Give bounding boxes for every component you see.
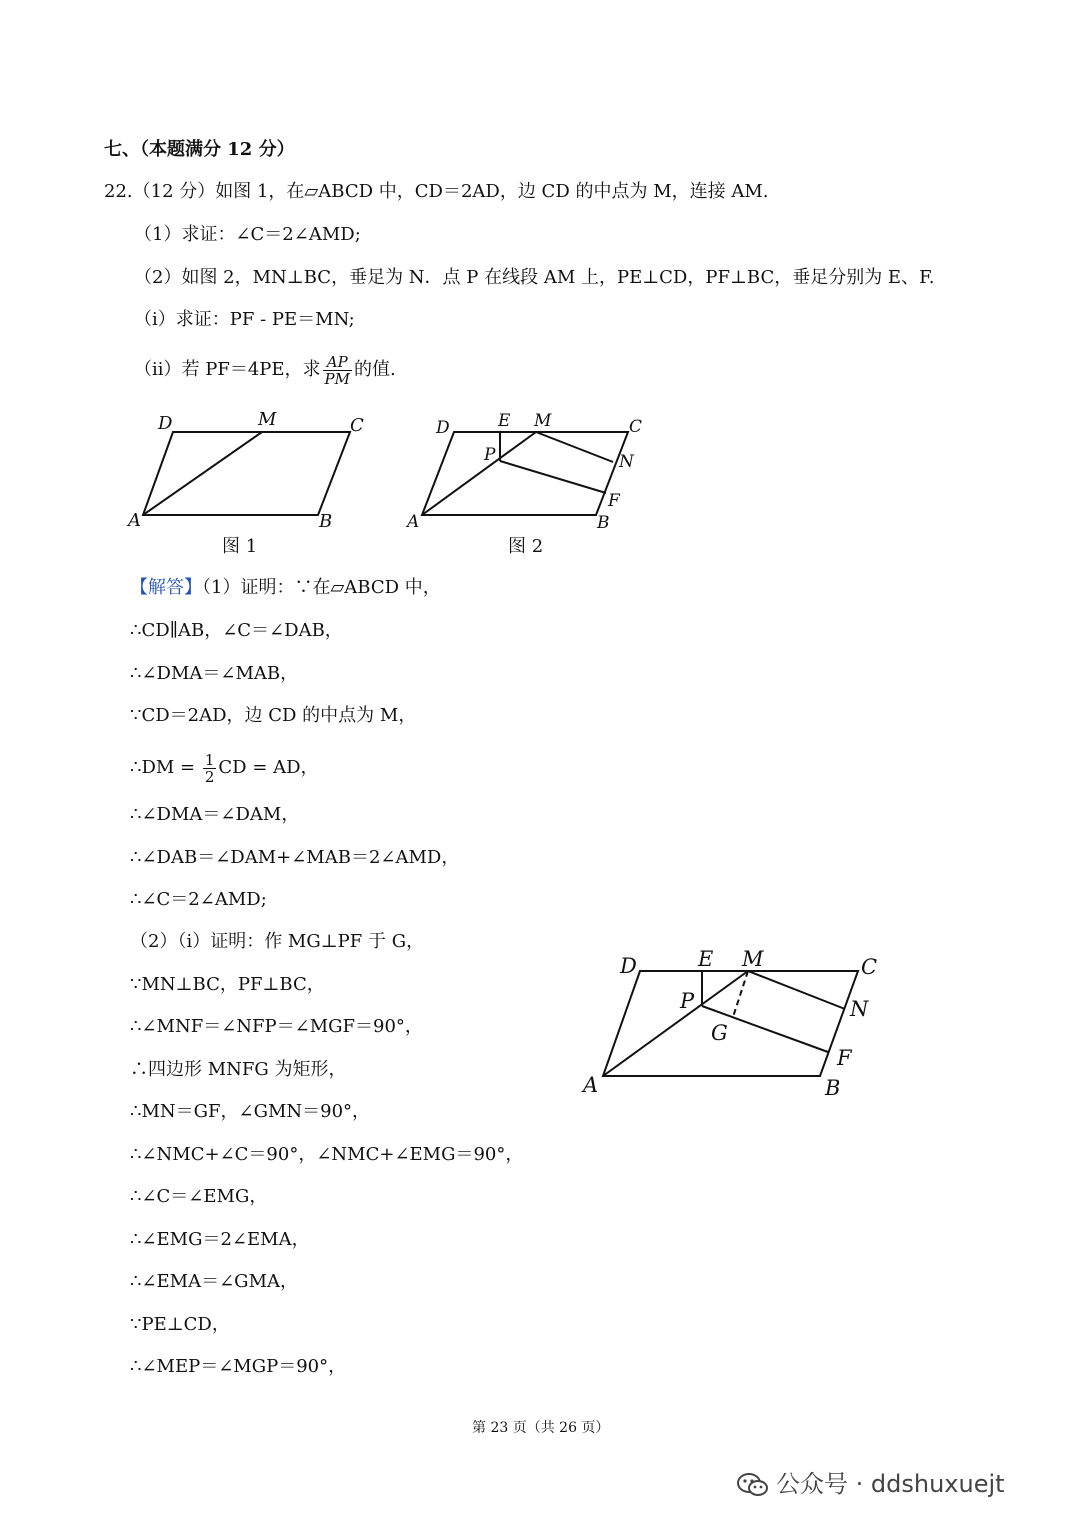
half-denominator: 2 bbox=[204, 767, 215, 786]
solution-line-14: ∴∠C＝∠EMG， bbox=[130, 1186, 268, 1207]
solution-line-3: ∵CD＝2AD，边 CD 的中点为 M， bbox=[130, 705, 417, 726]
fraction-denominator: PM bbox=[324, 369, 350, 388]
solution-line-9: ∵MN⊥BC，PF⊥BC， bbox=[130, 974, 325, 995]
fig1-segment-am bbox=[143, 432, 262, 515]
figure-1-diagram bbox=[120, 405, 380, 535]
fig2-label-p: P bbox=[484, 445, 496, 465]
figure-2-caption: 图 2 bbox=[508, 536, 544, 557]
fig3-label-m: M bbox=[742, 947, 764, 971]
figure-3-diagram bbox=[575, 940, 895, 1105]
answer-tag: 【解答】 bbox=[130, 577, 202, 598]
problem-stem: 22.（12 分）如图 1，在▱ABCD 中，CD＝2AD，边 CD 的中点为 M，连接 AM. bbox=[104, 181, 769, 202]
dm-eq-prefix: ∴DM = bbox=[130, 757, 201, 778]
fig3-label-f: F bbox=[837, 1046, 852, 1070]
fig2-label-e: E bbox=[498, 411, 511, 431]
fig3-label-c: C bbox=[861, 955, 878, 979]
solution-line-10: ∴∠MNF＝∠NFP＝∠MGF＝90°， bbox=[130, 1016, 423, 1037]
fig3-label-p: P bbox=[680, 989, 695, 1013]
solution-line-4 bbox=[130, 748, 319, 788]
page-footer: 第 23 页（共 26 页） bbox=[472, 1420, 610, 1436]
fig3-label-g: G bbox=[711, 1021, 728, 1045]
solution-line-13: ∴∠NMC+∠C＝90°，∠NMC+∠EMG＝90°， bbox=[130, 1144, 524, 1165]
solution-line-17: ∵PE⊥CD， bbox=[130, 1314, 230, 1335]
fig2-segment-pf bbox=[500, 461, 606, 493]
fig3-label-b: B bbox=[825, 1076, 841, 1100]
part2-ii-prefix: （ii）若 PF＝4PE，求 bbox=[134, 359, 321, 380]
problem-part2-i: （i）求证：PF - PE＝MN; bbox=[134, 309, 355, 330]
fig2-label-b: B bbox=[597, 513, 610, 533]
solution-line-1: ∴CD∥AB，∠C＝∠DAB， bbox=[130, 620, 343, 641]
watermark bbox=[736, 1464, 1005, 1499]
solution-line-18: ∴∠MEP＝∠MGP＝90°， bbox=[130, 1356, 347, 1377]
fig1-label-a: A bbox=[128, 510, 141, 531]
dm-eq-suffix: CD = AD， bbox=[218, 757, 319, 778]
solution-line-11: ∴四边形 MNFG 为矩形， bbox=[130, 1059, 347, 1080]
fig2-segment-am bbox=[422, 432, 536, 515]
solution-line-8: （2）（i）证明：作 MG⊥PF 于 G， bbox=[130, 931, 425, 952]
solution-line-0 bbox=[130, 576, 441, 600]
fig2-parallelogram bbox=[422, 432, 628, 515]
solution-line-5: ∴∠DMA＝∠DAM， bbox=[130, 804, 300, 825]
fig2-label-a: A bbox=[407, 512, 420, 532]
fig1-label-m: M bbox=[258, 409, 277, 430]
half-numerator: 1 bbox=[204, 750, 215, 769]
section-heading: 七、（本题满分 12 分） bbox=[104, 139, 295, 160]
part2-ii-suffix: 的值. bbox=[354, 359, 396, 380]
solution-line-16: ∴∠EMA＝∠GMA， bbox=[130, 1271, 298, 1292]
fig2-label-c: C bbox=[629, 417, 643, 437]
fig2-label-f: F bbox=[608, 491, 620, 511]
fig2-label-d: D bbox=[436, 418, 450, 438]
problem-part2-ii bbox=[134, 350, 396, 390]
fig1-parallelogram bbox=[143, 432, 350, 515]
fig1-label-b: B bbox=[319, 511, 333, 532]
fig3-parallelogram bbox=[603, 971, 858, 1076]
solution-line-15: ∴∠EMG＝2∠EMA， bbox=[130, 1229, 310, 1250]
figure-1-caption: 图 1 bbox=[222, 536, 258, 557]
fig2-segment-mn bbox=[536, 432, 613, 462]
fig3-label-d: D bbox=[620, 954, 637, 978]
wechat-icon bbox=[736, 1471, 770, 1499]
fraction-numerator: AP bbox=[323, 354, 352, 371]
figure-2-diagram bbox=[400, 405, 650, 535]
fig1-label-d: D bbox=[158, 413, 173, 434]
solution-first: （1）证明：∵在▱ABCD 中， bbox=[202, 577, 441, 598]
fig3-label-e: E bbox=[698, 947, 714, 971]
fig2-label-n: N bbox=[619, 452, 634, 472]
watermark-text: 公众号 · ddshuxuejt bbox=[776, 1470, 1005, 1498]
problem-part2: （2）如图 2，MN⊥BC，垂足为 N．点 P 在线段 AM 上，PE⊥CD，PF⊥BC，垂足分别为 E、F. bbox=[134, 267, 935, 288]
fig1-label-c: C bbox=[350, 415, 364, 436]
fig3-segment-mg-dashed bbox=[733, 971, 748, 1017]
fig3-segment-mn bbox=[748, 971, 845, 1009]
solution-line-6: ∴∠DAB＝∠DAM+∠MAB＝2∠AMD， bbox=[130, 847, 460, 868]
half-fraction bbox=[203, 752, 217, 785]
fig3-label-a: A bbox=[583, 1073, 599, 1097]
problem-part1: （1）求证：∠C＝2∠AMD; bbox=[134, 224, 361, 245]
solution-line-12: ∴MN＝GF，∠GMN＝90°， bbox=[130, 1101, 371, 1122]
ratio-fraction bbox=[323, 354, 352, 387]
fig3-label-n: N bbox=[850, 997, 869, 1021]
fig2-label-m: M bbox=[534, 411, 552, 431]
solution-line-7: ∴∠C＝2∠AMD; bbox=[130, 889, 267, 910]
solution-line-2: ∴∠DMA＝∠MAB， bbox=[130, 663, 299, 684]
